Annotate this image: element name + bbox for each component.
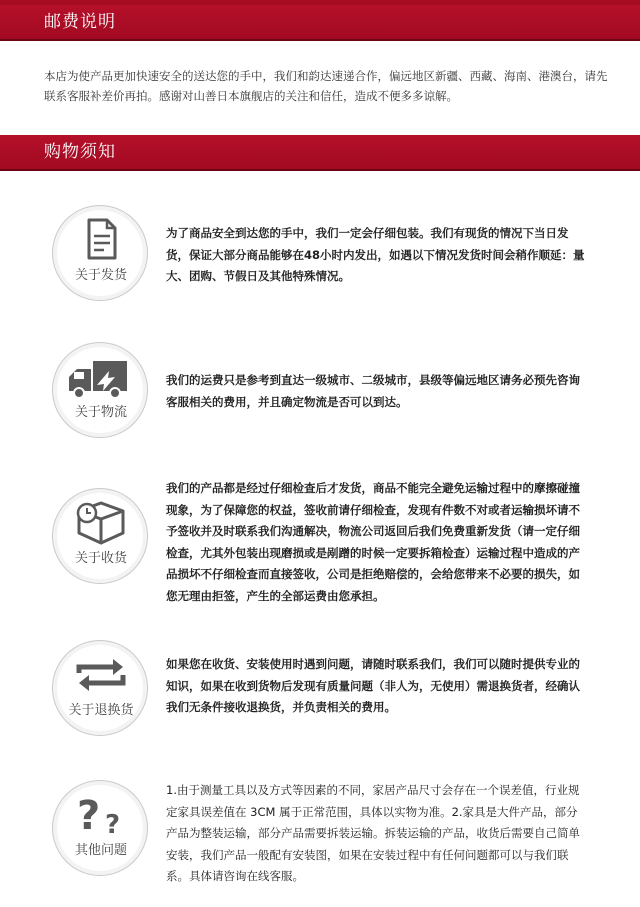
logistics-badge — [52, 342, 148, 438]
returns-label: 关于退换货 — [68, 703, 134, 718]
shopping-section-header: 购物须知 — [0, 135, 640, 169]
exchange-arrows-icon — [53, 641, 149, 737]
package-box-icon — [53, 489, 149, 585]
receiving-badge — [52, 488, 148, 584]
document-icon — [53, 206, 149, 302]
shipping-description: 为了商品安全到达您的手中，我们一定会仔细包装。我们有现货的情况下当日发货，保证大部分商品能够在48小时内发出，如遇以下情况发货时间会稍作顺延：量大、团购、节假日及其他特殊情况。 — [166, 226, 585, 283]
returns-badge — [52, 640, 148, 736]
returns-description: 如果您在收货、安装使用时遇到问题，请随时联系我们，我们可以随时提供专业的知识，如果在收到货物后发现有质量问题（非人为，无使用）需退换货者，经确认我们无条件接收退换货，并负责相关的费用。 — [166, 657, 580, 714]
receiving-description: 我们的产品都是经过仔细检查后才发货，商品不能完全避免运输过程中的摩擦碰撞现象，为了保障您的权益，签收前请仔细检查，发现有件数不对或者运输损坏请不予签收并及时联系我们沟通解决，物流公司返回后我们免费重新发货（请一定仔细检查，尤其外包装出现磨损或是剐蹭的时候一定要拆箱检查）运输过程中造成的产品损坏不仔细检查而直接签收，公司是拒绝赔偿的，会给您带来不必要的损失，如您无理由拒签，产生的全部运费由您承担。 — [166, 481, 580, 603]
logistics-description: 我们的运费只是参考到直达一级城市、二级城市，县级等偏远地区请务必预先咨询客服相关的费用，并且确定物流是否可以到达。 — [166, 373, 580, 409]
svg-text:?: ? — [105, 810, 121, 840]
other-description: 1.由于测量工具以及方式等因素的不同，家居产品尺寸会存在一个误差值，行业规定家具误差值在 3CM 属于正常范围，具体以实物为准。2.家具是大件产品，部分产品为整装运输，部分产品需要拆装运输。拆装运输的产品，收货后需要自己简单安装，我们产品一般配有安装图，如果在安装过程中有任何问题都可以与我们联系。具体请咨询在线客服。 — [166, 783, 580, 883]
other-label: 其他问题 — [74, 843, 127, 858]
postage-description: 本店为使产品更加快速安全的送达您的手中，我们和韵达速递合作，偏远地区新疆、西藏、海南、港澳台，请先联系客服补差价再拍。感谢对山善日本旗舰店的关注和信任，造成不便多多谅解。 — [44, 69, 608, 103]
logistics-label: 关于物流 — [74, 405, 127, 420]
delivery-truck-icon — [53, 343, 149, 439]
shipping-badge — [52, 205, 148, 301]
receiving-label: 关于收货 — [74, 551, 127, 566]
svg-text:?: ? — [77, 793, 101, 839]
shipping-label: 关于发货 — [74, 268, 127, 283]
postage-section-header: 邮费说明 — [0, 5, 640, 39]
question-marks-icon — [53, 781, 149, 877]
other-badge — [52, 780, 148, 876]
